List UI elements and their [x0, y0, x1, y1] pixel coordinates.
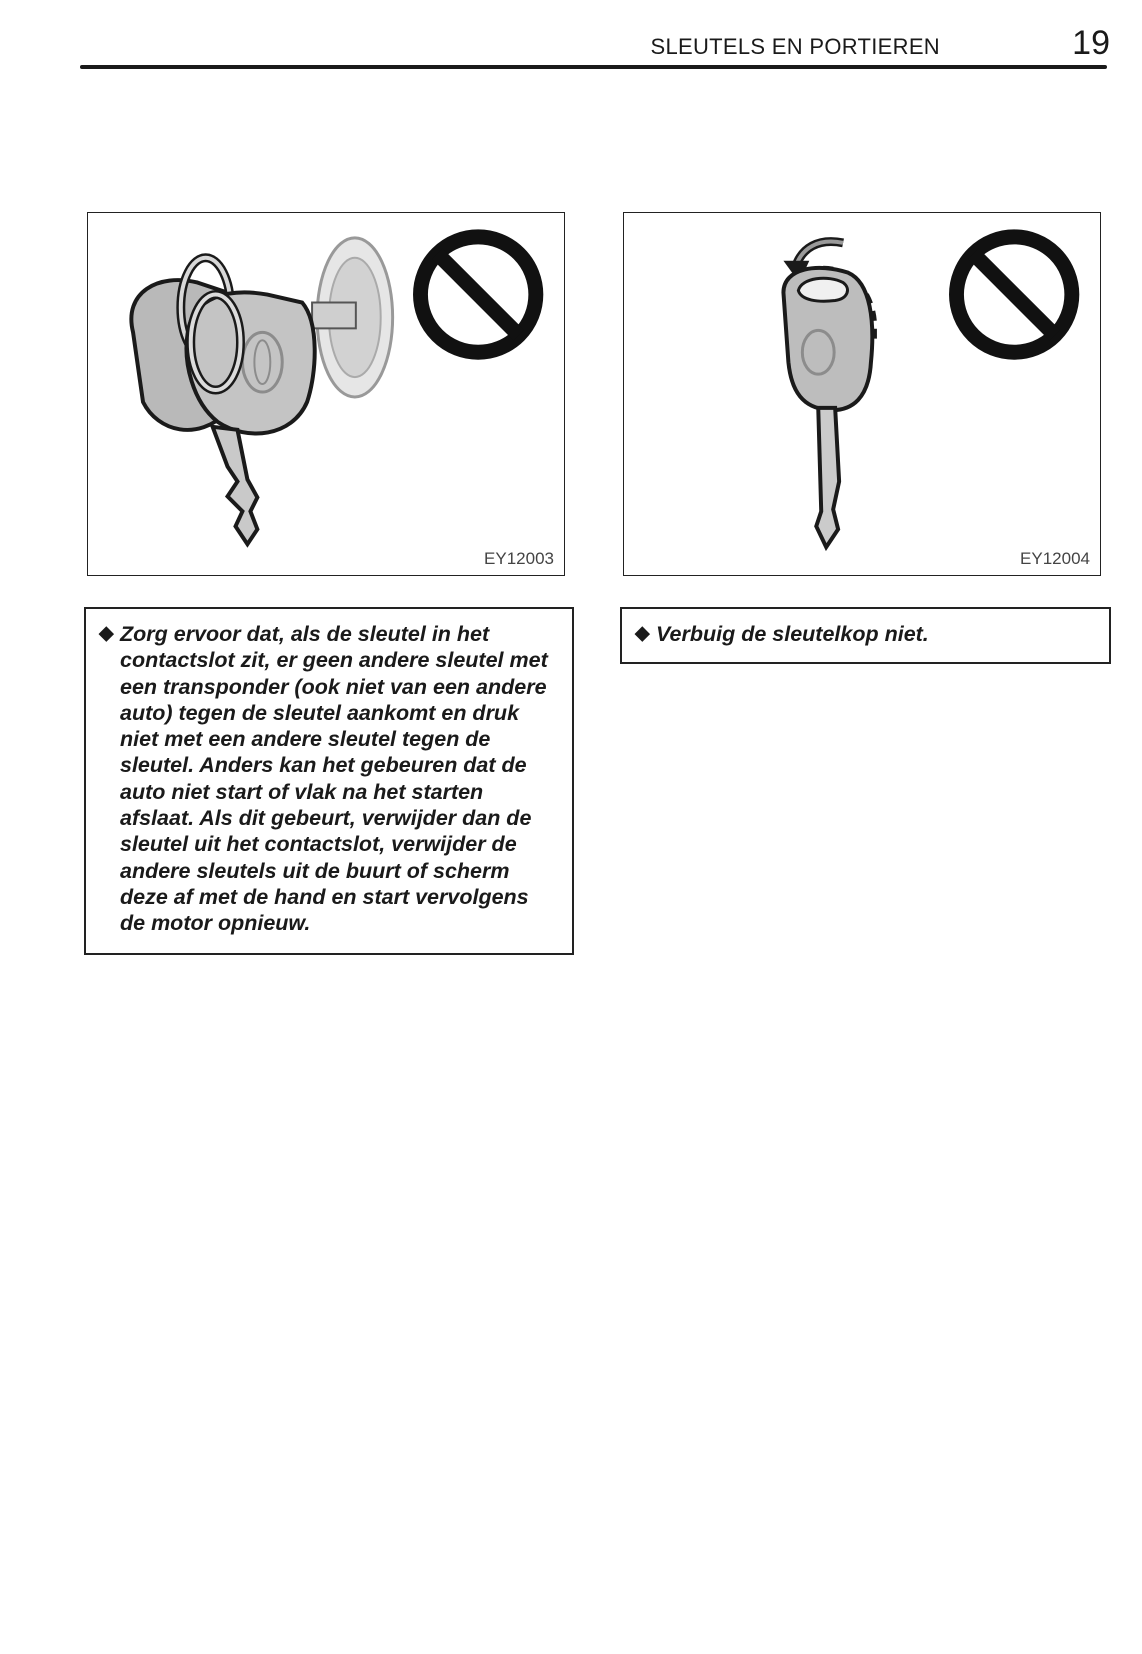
figure-code: EY12004 [1020, 549, 1090, 568]
bend-key-head-illustration [624, 213, 1100, 575]
figure-key-in-ignition [87, 212, 565, 576]
diamond-bullet-icon: ◆ [99, 623, 114, 644]
figure-code: EY12003 [484, 549, 554, 568]
key-in-ignition-illustration [88, 213, 564, 575]
diamond-bullet-icon: ◆ [635, 623, 650, 644]
no-entry-icon [956, 237, 1071, 352]
header-rule [80, 65, 1107, 69]
caution-note-transponder [84, 607, 574, 955]
caution-note-bend [620, 607, 1111, 664]
caution-note-text: Verbuig de sleutelkop niet. [656, 622, 929, 646]
figure-bend-key-head [623, 212, 1101, 576]
page-number: 19 [1072, 24, 1110, 62]
no-entry-icon [420, 237, 535, 352]
section-title: SLEUTELS EN PORTIEREN [650, 34, 940, 59]
caution-note-text: Zorg ervoor dat, als de sleutel in het contactslot zit, er geen andere sleutel met een transponder (ook niet van een andere auto) tegen de sleutel aankomt en druk niet met een andere sleutel tegen de sleutel. Anders kan het gebeuren dat de auto niet start of vlak na het starten afslaat. Als dit gebeurt, verwijder dan de sleutel uit het contactslot, verwijder de andere sleutels uit de buurt of scherm deze af met de hand en start vervolgens de motor opnieuw. [120, 622, 548, 936]
